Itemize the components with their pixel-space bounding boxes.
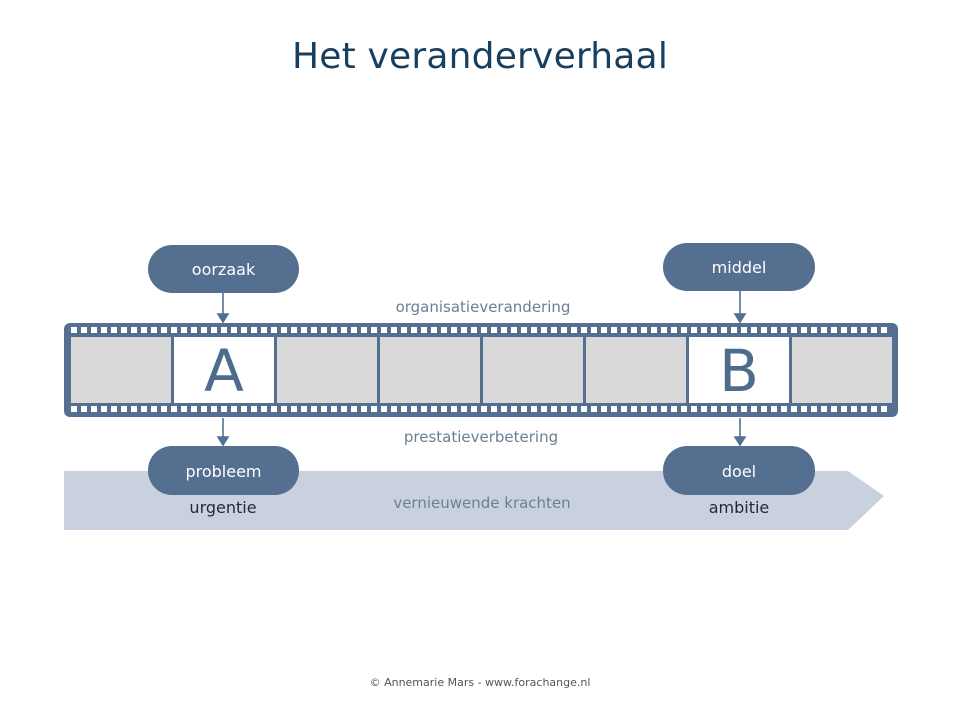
node-oorzaak xyxy=(148,245,299,293)
sprocket-top-78 xyxy=(851,327,857,333)
arrowhead-probleem xyxy=(218,437,228,445)
sprocket-bottom-21 xyxy=(281,406,287,412)
sprocket-top-3 xyxy=(101,327,107,333)
sprocket-bottom-54 xyxy=(611,406,617,412)
sprocket-bottom-4 xyxy=(111,406,117,412)
sprocket-top-47 xyxy=(541,327,547,333)
sprocket-top-0 xyxy=(71,327,77,333)
sprocket-bottom-9 xyxy=(161,406,167,412)
sprocket-bottom-72 xyxy=(791,406,797,412)
sprocket-top-76 xyxy=(831,327,837,333)
sprocket-bottom-32 xyxy=(391,406,397,412)
sprocket-bottom-45 xyxy=(521,406,527,412)
sprocket-bottom-30 xyxy=(371,406,377,412)
sprocket-top-34 xyxy=(411,327,417,333)
sprocket-top-60 xyxy=(671,327,677,333)
sprocket-bottom-69 xyxy=(761,406,767,412)
sprocket-bottom-35 xyxy=(421,406,427,412)
sprocket-top-54 xyxy=(611,327,617,333)
sprocket-top-33 xyxy=(401,327,407,333)
sprocket-bottom-11 xyxy=(181,406,187,412)
frame-letter-a: A xyxy=(204,337,244,405)
sprocket-top-27 xyxy=(341,327,347,333)
sprocket-top-9 xyxy=(161,327,167,333)
sprocket-top-19 xyxy=(261,327,267,333)
arrowhead-doel xyxy=(735,437,745,445)
frame-letter-b: B xyxy=(719,337,759,405)
sprocket-bottom-52 xyxy=(591,406,597,412)
sprocket-bottom-53 xyxy=(601,406,607,412)
sprocket-top-23 xyxy=(301,327,307,333)
sprocket-bottom-23 xyxy=(301,406,307,412)
sprocket-top-65 xyxy=(721,327,727,333)
sprocket-bottom-66 xyxy=(731,406,737,412)
label-ambitie: ambitie xyxy=(708,498,770,517)
sprocket-bottom-63 xyxy=(701,406,707,412)
sprocket-top-71 xyxy=(781,327,787,333)
arrowhead-middel xyxy=(735,314,745,322)
sprocket-bottom-41 xyxy=(481,406,487,412)
sprocket-bottom-71 xyxy=(781,406,787,412)
sprocket-top-55 xyxy=(621,327,627,333)
sprocket-top-14 xyxy=(211,327,217,333)
sprocket-top-16 xyxy=(231,327,237,333)
node-doel-label: doel xyxy=(721,462,757,481)
sprocket-top-17 xyxy=(241,327,247,333)
sprocket-bottom-26 xyxy=(331,406,337,412)
sprocket-top-41 xyxy=(481,327,487,333)
sprocket-bottom-44 xyxy=(511,406,517,412)
sprocket-top-15 xyxy=(221,327,227,333)
sprocket-bottom-27 xyxy=(341,406,347,412)
sprocket-top-28 xyxy=(351,327,357,333)
sprocket-bottom-67 xyxy=(741,406,747,412)
sprocket-bottom-16 xyxy=(231,406,237,412)
sprocket-top-36 xyxy=(431,327,437,333)
sprocket-top-30 xyxy=(371,327,377,333)
sprocket-top-39 xyxy=(461,327,467,333)
sprocket-bottom-62 xyxy=(691,406,697,412)
sprocket-bottom-18 xyxy=(251,406,257,412)
sprocket-top-32 xyxy=(391,327,397,333)
sprocket-bottom-2 xyxy=(91,406,97,412)
copyright-footer: © Annemarie Mars - www.forachange.nl xyxy=(369,676,591,689)
film-frame-4 xyxy=(380,337,480,403)
sprocket-bottom-74 xyxy=(811,406,817,412)
sprocket-bottom-57 xyxy=(641,406,647,412)
sprocket-top-42 xyxy=(491,327,497,333)
sprocket-bottom-24 xyxy=(311,406,317,412)
sprocket-bottom-51 xyxy=(581,406,587,412)
sprocket-bottom-77 xyxy=(841,406,847,412)
sprocket-top-66 xyxy=(731,327,737,333)
sprocket-bottom-12 xyxy=(191,406,197,412)
sprocket-top-10 xyxy=(171,327,177,333)
sprocket-bottom-55 xyxy=(621,406,627,412)
sprocket-bottom-28 xyxy=(351,406,357,412)
node-middel-label: middel xyxy=(711,258,767,277)
sprocket-top-74 xyxy=(811,327,817,333)
sprocket-bottom-33 xyxy=(401,406,407,412)
sprocket-top-75 xyxy=(821,327,827,333)
sprocket-bottom-38 xyxy=(451,406,457,412)
sprocket-top-52 xyxy=(591,327,597,333)
sprocket-bottom-47 xyxy=(541,406,547,412)
sprocket-bottom-70 xyxy=(771,406,777,412)
node-probleem-label: probleem xyxy=(185,462,262,481)
sprocket-bottom-1 xyxy=(81,406,87,412)
film-frame-1 xyxy=(71,337,171,403)
sprocket-top-45 xyxy=(521,327,527,333)
sprocket-top-21 xyxy=(281,327,287,333)
sprocket-top-2 xyxy=(91,327,97,333)
sprocket-bottom-42 xyxy=(491,406,497,412)
sprocket-bottom-40 xyxy=(471,406,477,412)
sprocket-bottom-56 xyxy=(631,406,637,412)
sprocket-top-13 xyxy=(201,327,207,333)
sprocket-bottom-10 xyxy=(171,406,177,412)
node-middel xyxy=(663,243,815,291)
sprocket-top-31 xyxy=(381,327,387,333)
sprocket-top-11 xyxy=(181,327,187,333)
sprocket-top-49 xyxy=(561,327,567,333)
sprocket-bottom-58 xyxy=(651,406,657,412)
sprocket-top-51 xyxy=(581,327,587,333)
sprocket-top-20 xyxy=(271,327,277,333)
sprocket-top-26 xyxy=(331,327,337,333)
sprocket-top-1 xyxy=(81,327,87,333)
sprocket-top-37 xyxy=(441,327,447,333)
sprocket-bottom-50 xyxy=(571,406,577,412)
sprocket-top-64 xyxy=(711,327,717,333)
label-prestatieverbetering: prestatieverbetering xyxy=(403,428,559,446)
node-doel xyxy=(663,446,815,495)
sprocket-top-24 xyxy=(311,327,317,333)
sprocket-top-61 xyxy=(681,327,687,333)
arrowhead-oorzaak xyxy=(218,314,228,322)
film-frame-6 xyxy=(586,337,686,403)
sprocket-bottom-43 xyxy=(501,406,507,412)
sprocket-bottom-0 xyxy=(71,406,77,412)
sprocket-top-80 xyxy=(871,327,877,333)
sprocket-bottom-76 xyxy=(831,406,837,412)
sprocket-bottom-6 xyxy=(131,406,137,412)
sprocket-top-63 xyxy=(701,327,707,333)
sprocket-bottom-14 xyxy=(211,406,217,412)
sprocket-bottom-13 xyxy=(201,406,207,412)
sprocket-bottom-25 xyxy=(321,406,327,412)
sprocket-top-25 xyxy=(321,327,327,333)
sprocket-bottom-59 xyxy=(661,406,667,412)
sprocket-top-57 xyxy=(641,327,647,333)
sprocket-bottom-7 xyxy=(141,406,147,412)
sprocket-bottom-78 xyxy=(851,406,857,412)
sprocket-bottom-34 xyxy=(411,406,417,412)
page-title: Het veranderverhaal xyxy=(291,36,669,77)
film-frame-8 xyxy=(792,337,892,403)
sprocket-bottom-22 xyxy=(291,406,297,412)
band-label: vernieuwende krachten xyxy=(393,494,571,512)
sprocket-top-73 xyxy=(801,327,807,333)
sprocket-bottom-8 xyxy=(151,406,157,412)
sprocket-bottom-15 xyxy=(221,406,227,412)
sprocket-top-72 xyxy=(791,327,797,333)
sprocket-bottom-60 xyxy=(671,406,677,412)
sprocket-top-62 xyxy=(691,327,697,333)
sprocket-bottom-68 xyxy=(751,406,757,412)
sprocket-top-5 xyxy=(121,327,127,333)
sprocket-bottom-81 xyxy=(881,406,887,412)
sprocket-top-50 xyxy=(571,327,577,333)
sprocket-top-4 xyxy=(111,327,117,333)
sprocket-top-18 xyxy=(251,327,257,333)
sprocket-top-43 xyxy=(501,327,507,333)
node-oorzaak-label: oorzaak xyxy=(191,260,256,279)
sprocket-top-77 xyxy=(841,327,847,333)
sprocket-top-68 xyxy=(751,327,757,333)
film-strip xyxy=(64,323,898,417)
sprocket-bottom-20 xyxy=(271,406,277,412)
sprocket-bottom-19 xyxy=(261,406,267,412)
sprocket-bottom-37 xyxy=(441,406,447,412)
sprocket-top-79 xyxy=(861,327,867,333)
sprocket-top-59 xyxy=(661,327,667,333)
sprocket-top-6 xyxy=(131,327,137,333)
sprocket-top-56 xyxy=(631,327,637,333)
sprocket-bottom-65 xyxy=(721,406,727,412)
sprocket-bottom-49 xyxy=(561,406,567,412)
sprocket-bottom-80 xyxy=(871,406,877,412)
sprocket-bottom-29 xyxy=(361,406,367,412)
sprocket-top-46 xyxy=(531,327,537,333)
sprocket-top-8 xyxy=(151,327,157,333)
sprocket-top-53 xyxy=(601,327,607,333)
sprocket-top-38 xyxy=(451,327,457,333)
sprocket-top-29 xyxy=(361,327,367,333)
sprocket-bottom-31 xyxy=(381,406,387,412)
sprocket-bottom-39 xyxy=(461,406,467,412)
sprocket-bottom-17 xyxy=(241,406,247,412)
sprocket-bottom-75 xyxy=(821,406,827,412)
sprocket-top-40 xyxy=(471,327,477,333)
sprocket-bottom-46 xyxy=(531,406,537,412)
film-frame-5 xyxy=(483,337,583,403)
sprocket-bottom-61 xyxy=(681,406,687,412)
sprocket-top-35 xyxy=(421,327,427,333)
sprocket-top-7 xyxy=(141,327,147,333)
sprocket-bottom-79 xyxy=(861,406,867,412)
film-frame-3 xyxy=(277,337,377,403)
sprocket-top-22 xyxy=(291,327,297,333)
sprocket-top-81 xyxy=(881,327,887,333)
sprocket-top-12 xyxy=(191,327,197,333)
sprocket-top-48 xyxy=(551,327,557,333)
node-probleem xyxy=(148,446,299,495)
sprocket-top-69 xyxy=(761,327,767,333)
sprocket-bottom-48 xyxy=(551,406,557,412)
sprocket-bottom-5 xyxy=(121,406,127,412)
sprocket-top-67 xyxy=(741,327,747,333)
label-organisatieverandering: organisatieverandering xyxy=(395,298,571,316)
sprocket-top-58 xyxy=(651,327,657,333)
label-urgentie: urgentie xyxy=(189,498,257,517)
sprocket-top-44 xyxy=(511,327,517,333)
sprocket-top-70 xyxy=(771,327,777,333)
sprocket-bottom-36 xyxy=(431,406,437,412)
sprocket-bottom-73 xyxy=(801,406,807,412)
sprocket-bottom-64 xyxy=(711,406,717,412)
sprocket-bottom-3 xyxy=(101,406,107,412)
